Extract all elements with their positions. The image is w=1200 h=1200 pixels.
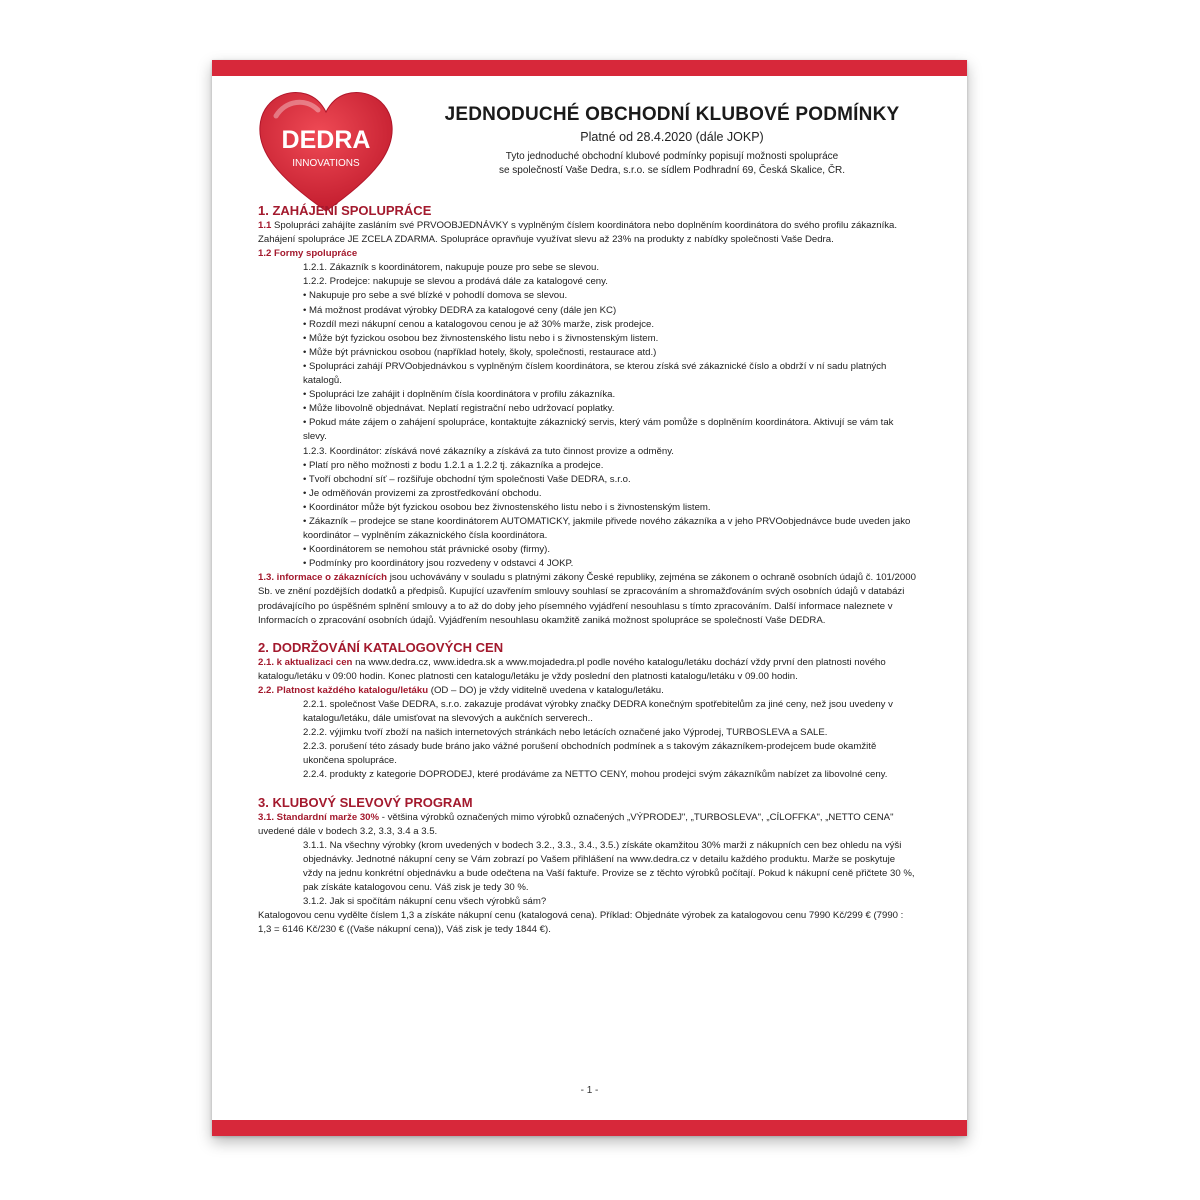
validity-line: Platné od 28.4.2020 (dále JOKP) bbox=[580, 130, 764, 144]
top-red-bar bbox=[212, 60, 967, 76]
subheading-1-2: 1.2 Formy spolupráce bbox=[258, 248, 358, 260]
list-item: • Pokud máte zájem o zahájení spolupráce, kontaktujte zákaznický servis, který vám pomůže s doplněním koordinátora. Aktivují se vám tak slevy. bbox=[303, 417, 894, 443]
list-item: • Spolupráci lze zahájit i doplněním čísla koordinátora v profilu zákazníka. bbox=[303, 389, 616, 401]
text-1-1: Spolupráci zahájíte zasláním své PRVOOBJEDNÁVKY s vyplněným číslem koordinátora nebo doplněním koordinátora do svého profilu zákazníka. Zahájení spolupráce JE ZCELA ZDARMA. Spolupráce opravňuje využívat slevu až 23% na produkty z nabídky společnosti Vaše Dedra. bbox=[258, 220, 898, 246]
section-1-list bbox=[258, 261, 916, 571]
intro-line: Tyto jednoduché obchodní klubové podmínky popisují možnosti spolupráce bbox=[505, 151, 839, 162]
list-item: • Koordinátorem se nemohou stát právnické osoby (firmy). bbox=[303, 544, 551, 556]
logo-sub: INNOVATIONS bbox=[292, 158, 360, 169]
dedra-heart-logo bbox=[256, 86, 396, 216]
label-1-3: 1.3. informace o zákaznících bbox=[258, 572, 388, 584]
document-header bbox=[407, 104, 937, 178]
list-item: • Může být právnickou osobou (například hotely, školy, společnosti, restaurace atd.) bbox=[303, 346, 657, 358]
text-3-1: - většina výrobků označených mimo výrobků označených „VÝPRODEJ", „TURBOSLEVA", „CÍLOFFKA", „NETTO CENA" uvedené dále v bodech 3.2, 3.3, 3.4 a 3.5. bbox=[258, 811, 894, 837]
list-item: • Tvoří obchodní síť – rozšiřuje obchodní tým společnosti Vaše DEDRA, s.r.o. bbox=[303, 473, 631, 485]
paragraph-2-2 bbox=[258, 684, 916, 698]
list-item: 1.2.1. Zákazník s koordinátorem, nakupuje pouze pro sebe se slevou. bbox=[303, 262, 599, 274]
list-item: • Spolupráci zahájí PRVOobjednávkou s vyplněným číslem koordinátora, se kterou získá své zákaznické číslo a obdrží v ní sadu platných katalogů. bbox=[303, 360, 887, 387]
list-item: • Nakupuje pro sebe a své blízké v pohodlí domova se slevou. bbox=[303, 290, 568, 302]
list-item: • Rozdíl mezi nákupní cenou a katalogovou cenou je až 30% marže, zisk prodejce. bbox=[303, 318, 655, 330]
label-1-1: 1.1 bbox=[258, 220, 272, 231]
list-item: • Je odměňován provizemi za zprostředkování obchodu. bbox=[303, 487, 542, 499]
list-item: 1.2.3. Koordinátor: získává nové zákazníky a získává za tuto činnost provize a odměny. bbox=[303, 445, 674, 457]
section-2-list bbox=[258, 698, 916, 783]
text-1-3: jsou uchovávány v souladu s platnými zákony České republiky, zejména se zákonem o ochraně osobních údajů č. 101/2000 Sb. ve znění pozdějších dodatků a předpisů. Kupující uzavřením smlouvy souhlasí se zpracováním a shromažďováním svých osobních údajů v databázi prodávajícího po úspěšném splnění smlouvy a to až do doby jeho písemného vyjádření nesouhlasu s tímto zpracováním. Další informace naleznete v Informacích o zpracování osobních údajů. Vyjádřením nesouhlasu okamžitě zaniká možnost spolupráce se společností Vaše DEDRA. bbox=[258, 572, 916, 626]
text-2-2: (OD – DO) je vždy viditelně uvedena v katalogu/letáku. bbox=[428, 684, 664, 696]
list-item: • Platí pro něho možnosti z bodu 1.2.1 a 1.2.2 tj. zákazníka a prodejce. bbox=[303, 459, 604, 471]
paragraph-1-3 bbox=[258, 571, 916, 627]
section-2-heading: 2. DODRŽOVÁNÍ KATALOGOVÝCH CEN bbox=[258, 639, 504, 655]
list-item: 2.2.3. porušení této zásady bude bráno jako vážné porušení obchodních podmínek a s takovým zákazníkem-prodejcem bude okamžitě ukončena spolupráce. bbox=[303, 741, 877, 767]
paragraph-1-1 bbox=[258, 219, 916, 247]
label-3-1: 3.1. Standardní marže 30% bbox=[258, 811, 380, 823]
list-item: 2.2.1. společnost Vaše DEDRA, s.r.o. zakazuje prodávat výrobky značky DEDRA konečným spotřebitelům za jiné ceny, než jsou uvedeny v katalogu/letáku, dále umisťovat na slevových a aukčních serverech.. bbox=[303, 699, 893, 725]
bottom-red-bar bbox=[212, 1120, 967, 1136]
section-3-heading: 3. KLUBOVÝ SLEVOVÝ PROGRAM bbox=[258, 794, 473, 810]
logo-brand: DEDRA bbox=[281, 126, 371, 154]
page-number: - 1 - bbox=[580, 1085, 599, 1096]
list-item: 3.1.1. Na všechny výrobky (krom uvedených v bodech 3.2., 3.3., 3.4., 3.5.) získáte okamžitou 30% marži z nákupních cen bez ohledu na výši objednávky. Jednotné nákupní ceny se Vám zobrazí po Vašem přihlášení na www.dedra.cz v detailu každého produktu. Marže se poskytuje vždy na jednu konkrétní objednávku a bude odečtena na Vaší faktuře. Provize se z těchto výrobků počítají. Pokud k nákupní ceně přičtete 30 %, pak získáte katalogovou cenu. Váš zisk je tedy 30 %. bbox=[303, 839, 915, 894]
list-item: • Může být fyzickou osobou bez živnostenského listu nebo i s živnostenským listem. bbox=[303, 332, 659, 344]
document-title: JEDNODUCHÉ OBCHODNÍ KLUBOVÉ PODMÍNKY bbox=[444, 104, 900, 125]
text-2-1: na www.dedra.cz, www.idedra.sk a www.mojadedra.pl podle nového katalogu/letáku dochází vždy první den platnosti nového katalogu/letáku v 09:00 hodin. Konec platnosti cen katalogu/letáku je vždy poslední den platnosti katalogu/letáku v 09.00 hodin. bbox=[258, 656, 886, 682]
intro-line: se společností Vaše Dedra, s.r.o. se sídlem Podhradní 69, Česká Skalice, ČR. bbox=[498, 165, 846, 176]
document-page bbox=[212, 60, 967, 1136]
section-3-list bbox=[258, 839, 916, 909]
list-item: • Koordinátor může být fyzickou osobou bez živnostenského listu nebo i s živnostenským listem. bbox=[303, 501, 711, 513]
list-item: 3.1.2. Jak si spočítám nákupní cenu všech výrobků sám? bbox=[303, 896, 547, 908]
intro-text bbox=[407, 150, 937, 178]
list-item: 1.2.2. Prodejce: nakupuje se slevou a prodává dále za katalogové ceny. bbox=[303, 276, 608, 288]
list-item: • Zákazník – prodejce se stane koordinátorem AUTOMATICKY, jakmile přivede nového zákazníka a v jeho PRVOobjednávce bude uveden jako koordinátor – vyplněním zákaznického čísla koordinátora. bbox=[303, 515, 911, 542]
label-2-1: 2.1. k aktualizaci cen bbox=[258, 656, 353, 668]
paragraph-3-1 bbox=[258, 811, 916, 839]
label-2-2: 2.2. Platnost každého katalogu/letáku bbox=[258, 684, 429, 696]
paragraph-2-1 bbox=[258, 656, 916, 684]
list-item: • Má možnost prodávat výrobky DEDRA za katalogové ceny (dále jen KC) bbox=[303, 304, 617, 316]
list-item: • Může libovolně objednávat. Neplatí registrační nebo udržovací poplatky. bbox=[303, 403, 615, 415]
list-item: 2.2.4. produkty z kategorie DOPRODEJ, které prodáváme za NETTO CENY, mohou prodejci svým zákazníkům nabízet za libovolné ceny. bbox=[303, 769, 888, 781]
section-1-heading: 1. ZAHÁJENÍ SPOLUPRÁCE bbox=[258, 203, 432, 218]
paragraph-3-tail: Katalogovou cenu vydělte číslem 1,3 a získáte nákupní cenu (katalogová cena). Příklad: Objednáte výrobek za katalogovou cenu 7990 Kč/299 € (7990 : 1,3 = 6146 Kč/230 € ((Vaše nákupní cena)), Váš zisk je tedy 1844 €). bbox=[258, 910, 904, 936]
list-item: 2.2.2. výjimku tvoří zboží na našich internetových stránkách nebo letácích označené jako Výprodej, TURBOSLEVA a SALE. bbox=[303, 727, 828, 739]
list-item: • Podmínky pro koordinátory jsou rozvedeny v odstavci 4 JOKP. bbox=[303, 558, 574, 570]
document-body bbox=[258, 203, 916, 937]
